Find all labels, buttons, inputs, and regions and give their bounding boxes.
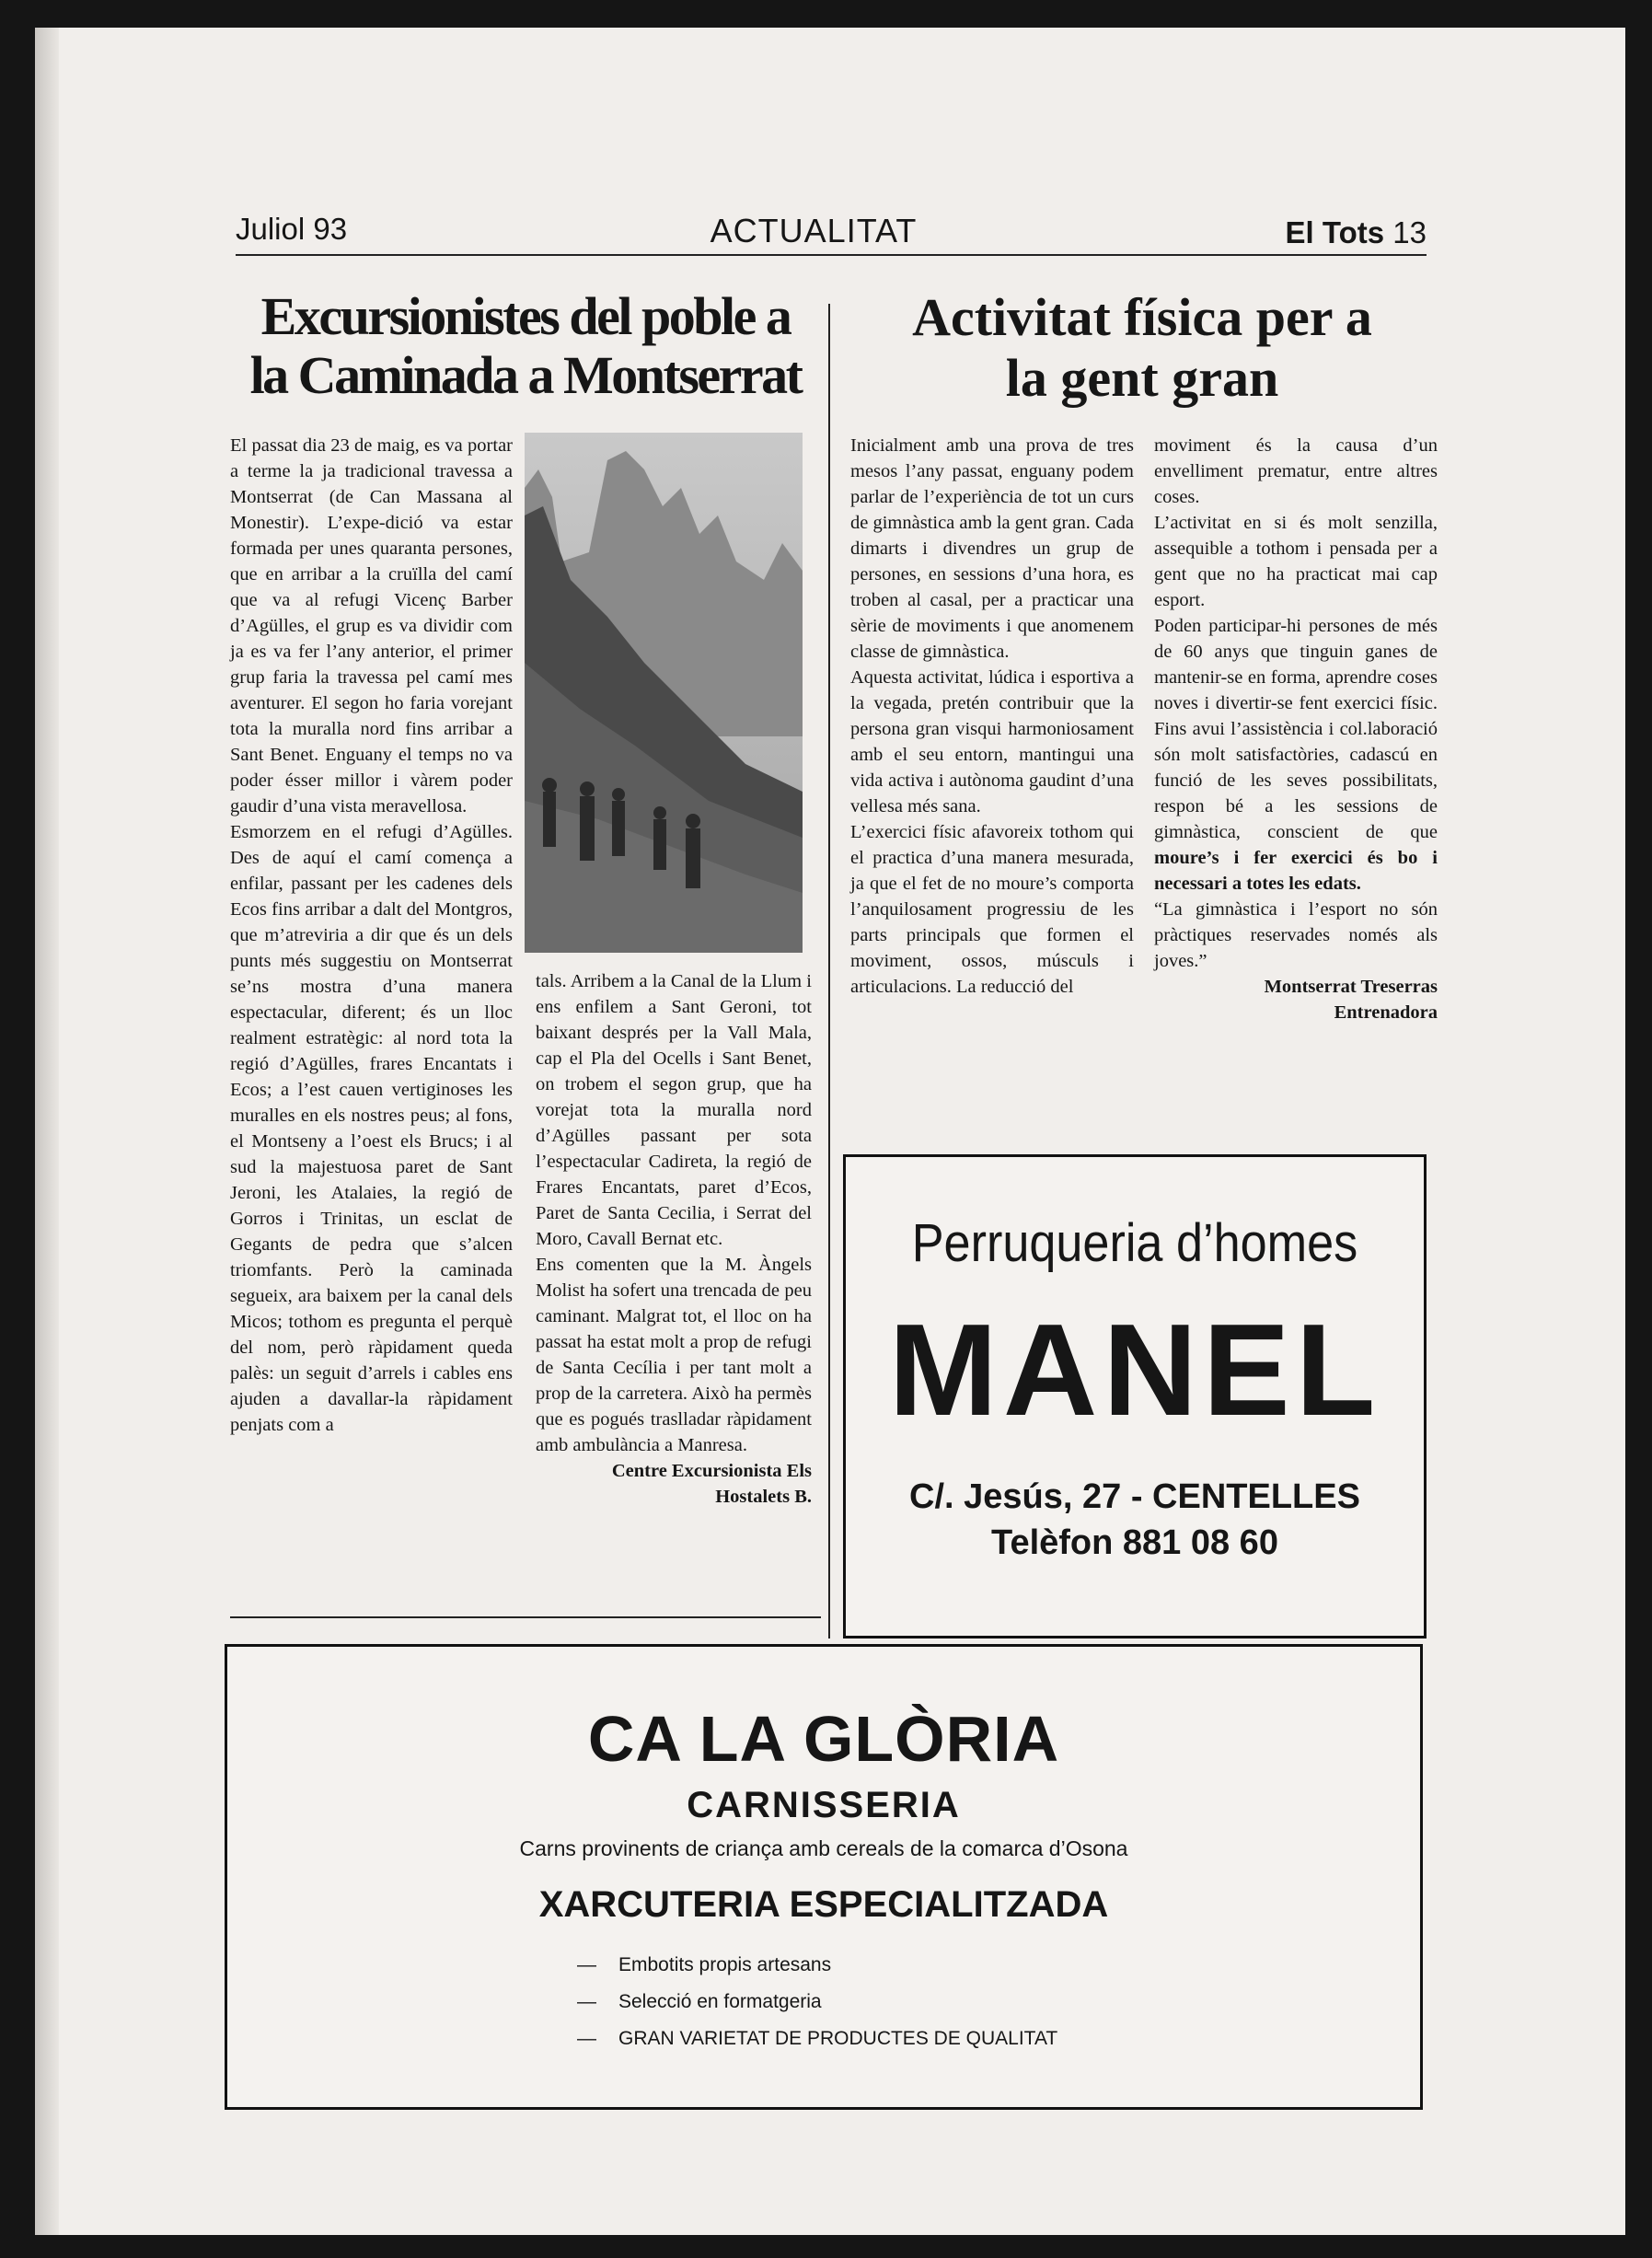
article1-title	[230, 287, 821, 405]
gloria-list-item	[577, 1984, 1057, 2021]
gloria-name: CA LA GLÒRIA	[587, 1703, 1060, 1775]
article2-signature-role: Entrenadora	[1334, 1002, 1438, 1023]
article2-title-line2: la gent gran	[1005, 348, 1279, 408]
article1-paragraph3: tals. Arribem a la Canal de la Llum i ens enfilem a Sant Geroni, tot baixant després per la Vall Mala, cap el Pla del Ocells i Sant Benet, on trobem el segon grup, que ha vorejat tota la muralla nord d’Agülles passant per sota l’espectacular Cadireta, la regió de Frares Encantats, paret d’Ecos, Paret de Santa Cecilia, i Serrat del Moro, Cavall Bernat etc.	[536, 971, 812, 1249]
article1-title-line1: Excursionistes del poble a	[260, 286, 791, 346]
gloria-list-item	[577, 1947, 1057, 1984]
gloria-tagline: Carns provinents de criança amb cereals de la comarca d’Osona	[519, 1836, 1128, 1860]
advertisement-manel	[843, 1154, 1427, 1638]
gloria-item-text: Selecció en formatgeria	[618, 1991, 822, 2012]
article2-paragraph2: Aquesta activitat, lúdica i esportiva a la vegada, pretén contribuir que la persona gran visqui harmoniosament amb el seu entorn, mantingui una vida activa i autònoma gaudint d’una vellesa més sana.	[850, 667, 1134, 816]
article1-paragraph2: Esmorzem en el refugi d’Agülles. Des de aquí el camí començа a enfilar, passant per les cadenes dels Ecos fins arribar a dalt del Montgros, que m’atreviria a dir que és un dels punts més suggestiu on Montserrat se’ns mostra d’una manera espectacular, diferent; és un lloc realment estratègic: al nord tota la regió d’Agülles, frares Encantats i Ecos; a l’est cauen vertiginoses les muralles en els nostres peus; al fons, el Montseny a l’oest els Brucs; i al sud la majestuosa paret de Sant Jeroni, les Atalaies, la regió de Gorros i Trinitas, un esclat de Gegants de pedra que s’alcen triomfants. Però la caminada segueix, ara baixem per la canal dels Micos; tothom es pregunta el perquè del nom, però ràpidament queda palès: un seguit d’arrels i cables ens ajuden a davallar-la ràpidament penjats com a	[230, 822, 513, 1435]
article2-paragraph1: Inicialment amb una prova de tres mesos l’any passat, enguany podem parlar de l’experiència de tot un curs de gimnàstica amb la gent gran. Cada dimarts i divendres un grup de persones, en sessions d’una hora, es troben al casal, per a practicar una sèrie de moviments i que anomenem classe de gimnàstica.	[850, 435, 1134, 662]
article1-paragraph4: Ens comenten que la M. Àngels Molist ha sofert una trencada de peu caminant. Malgrat tot, el lloc on ha passat ha estat molt a prop de refugi de Santa Cecília i per tant molt a prop de la carretera. Això ha permès que es pogués traslladar ràpidament amb ambulància a Manresa.	[536, 1255, 812, 1455]
article2-title	[843, 287, 1441, 409]
article2-paragraph6-text: Poden participar-hi persones de més de 60 anys que tinguin ganes de mantenir-se en forma, aprendre coses noves i divertir-se fent exercici físic. Fins avui l’assistència i col.laboració són molt satisfactòries, cadascú en funció de les seves possibilitats, respon bé a les sessions de gimnàstica, conscient de que	[1154, 616, 1438, 842]
manel-address: C/. Jesús, 27 - CENTELLES	[909, 1477, 1360, 1516]
article2-column1	[850, 433, 1134, 1000]
page-header	[201, 184, 1427, 261]
article2-paragraph6-bold: moure’s i fer exercici és bo i necessari a totes les edats.	[1154, 848, 1438, 894]
column-divider	[828, 304, 830, 1638]
article2-quote: “La gimnàstica i l’esport no són pràctiques reservades només als joves.”	[1154, 899, 1438, 971]
header-page-number	[1286, 215, 1427, 250]
article1-title-line2: la Caminada a Montserrat	[249, 345, 802, 405]
article2-paragraph3: L’exercici físic afavoreix tothom qui el practica d’una manera mesurada, ja que el fet de no moure’s comporta l’anquilosament progressiu de les parts principals que formen el moviment, ossos, músculs i articulacions. La reducció del	[850, 822, 1134, 997]
list-dash: —	[577, 1991, 596, 2012]
magazine-page	[35, 28, 1625, 2235]
page-spine-shadow	[35, 28, 59, 2235]
list-dash: —	[577, 2028, 596, 2049]
header-publication: El Tots	[1285, 215, 1385, 249]
article1-paragraph1: El passat dia 23 de maig, es va portar a terme la ja tradicional travessa a Montserrat (de Can Massana al Monestir). L’expe-dició va estar formada per unes quaranta persones, que en arribar a la cruïlla del camí que va al refugi Vicenç Barber d’Agülles, el grup es va dividir com ja es va fer l’any anterior, el primer grup faria la travessa pel camí mes aventurer. El segon ho faria vorejant tota la muralla nord fins arribar a Sant Benet. Enguany el temps no va poder ésser millor i vàrem poder gaudir d’una vista meravellosa.	[230, 435, 513, 816]
photo-illustration	[525, 433, 803, 953]
header-page: 13	[1392, 215, 1427, 249]
article1-bottom-rule	[230, 1616, 821, 1618]
article2-signature-name: Montserrat Treserras	[1264, 977, 1438, 997]
list-dash: —	[577, 1954, 596, 1975]
manel-business-type: Perruqueria d’homes	[911, 1213, 1358, 1273]
gloria-item-text: Embotits propis artesans	[618, 1954, 832, 1975]
gloria-section: XARCUTERIA ESPECIALITZADA	[538, 1884, 1109, 1925]
gloria-item-text: GRAN VARIETAT DE PRODUCTES DE QUALITAT	[618, 2028, 1058, 2049]
article2-title-line1: Activitat física per a	[912, 287, 1372, 347]
manel-phone: Telèfon 881 08 60	[991, 1523, 1278, 1562]
gloria-product-list	[577, 1947, 1057, 2057]
gloria-type: CARNISSERIA	[687, 1785, 961, 1825]
article2-column2	[1154, 433, 1438, 1025]
header-date: Juliol 93	[236, 212, 348, 246]
article2-paragraph5: L’activitat en si és molt senzilla, assequible a tothom i pensada per a gent que no ha practicat mai cap esport.	[1154, 513, 1438, 610]
article1-column2	[536, 968, 812, 1510]
header-rule	[236, 254, 1427, 256]
advertisement-ca-la-gloria	[225, 1644, 1423, 2110]
manel-name: MANEL	[888, 1297, 1381, 1443]
montserrat-hikers-photo	[525, 433, 803, 953]
article1-column1	[230, 433, 513, 1438]
gloria-list-item	[577, 2021, 1057, 2057]
header-section: ACTUALITAT	[710, 212, 918, 249]
article2-paragraph6	[1154, 613, 1438, 897]
article2-paragraph4: moviment és la causa d’un envelliment prematur, entre altres coses.	[1154, 435, 1438, 507]
article1-signature: Centre Excursionista Els Hostalets B.	[611, 1461, 812, 1507]
